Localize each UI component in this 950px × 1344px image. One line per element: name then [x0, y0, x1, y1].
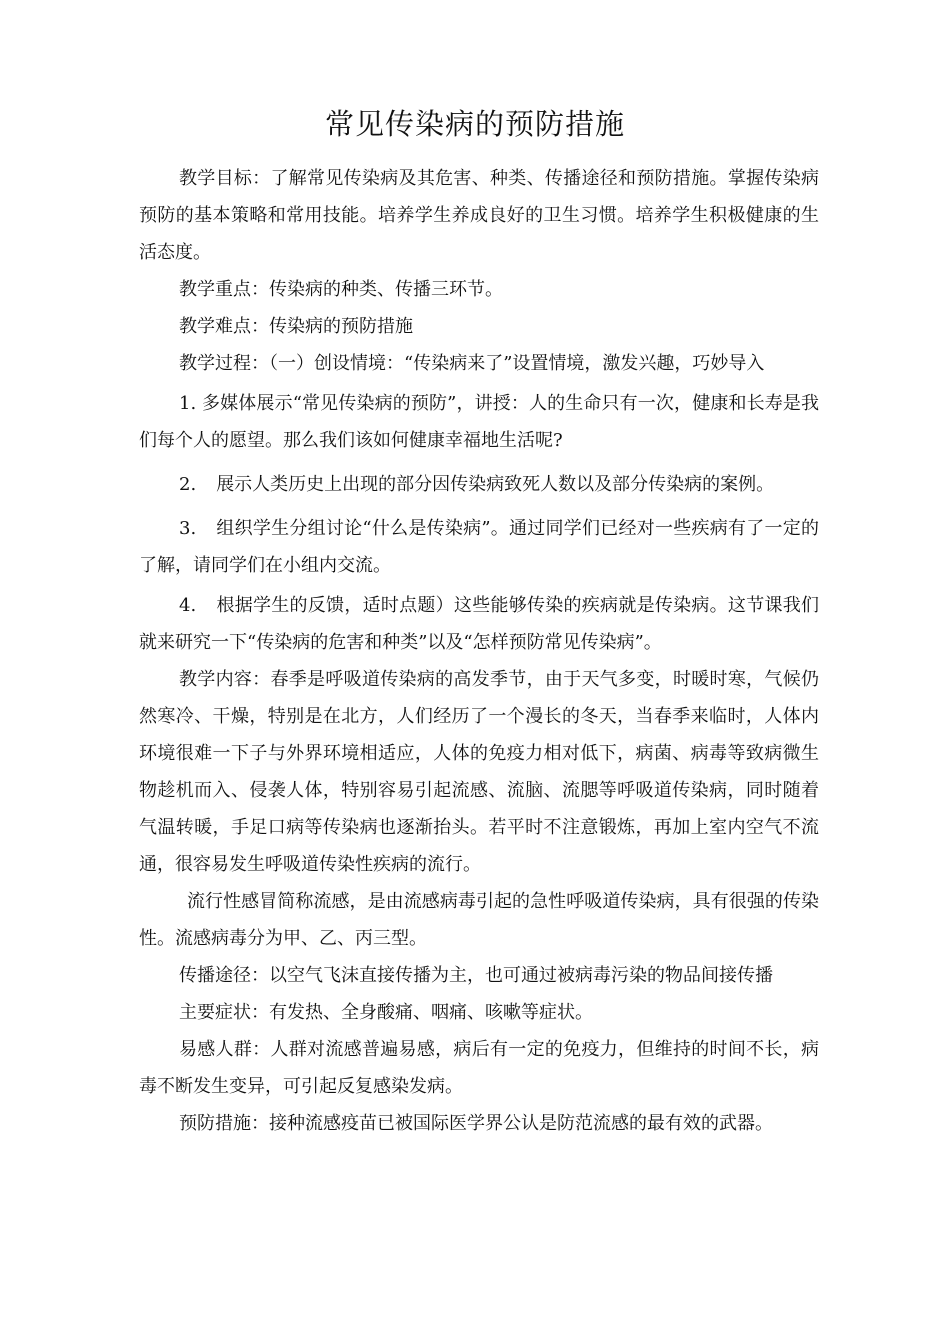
paragraph-transmission: 传播途径：以空气飞沫直接传播为主，也可通过被病毒污染的物品间接传播 [179, 965, 773, 986]
paragraph-step-2 [139, 466, 819, 503]
step-text: 展示人类历史上出现的部分因传染病致死人数以及部分传染病的案例。 [216, 474, 775, 495]
paragraph-teaching-process: 教学过程：（一）创设情境：“传染病来了”设置情境，激发兴趣，巧妙导入 [179, 353, 765, 374]
paragraph-teaching-goals: 教学目标：了解常见传染病及其危害、种类、传播途径和预防措施。掌握传染病预防的基本策略和常用技能。培养学生养成良好的卫生习惯。培养学生积极健康的生活态度。 [139, 168, 819, 263]
paragraph-influenza: 流行性感冒简称流感，是由流感病毒引起的急性呼吸道传染病，具有很强的传染性。流感病毒分为甲、乙、丙三型。 [139, 891, 819, 949]
step-number: 4. [179, 595, 197, 616]
paragraph-teaching-content: 教学内容：春季是呼吸道传染病的高发季节，由于天气多变，时暖时寒，气候仍然寒冷、干燥，特别是在北方，人们经历了一个漫长的冬天，当春季来临时，人体内环境很难一下子与外界环境相适应，人体的免疫力相对低下，病菌、病毒等致病微生物趁机而入、侵袭人体，特别容易引起流感、流脑、流腮等呼吸道传染病，同时随着气温转暖，手足口病等传染病也逐渐抬头。若平时不注意锻炼，再加上室内空气不流通，很容易发生呼吸道传染性疾病的流行。 [139, 669, 819, 875]
document-body [139, 160, 819, 1142]
paragraph-susceptible: 易感人群：人群对流感普遍易感，病后有一定的免疫力，但维持的时间不长，病毒不断发生变异，可引起反复感染发病。 [139, 1039, 819, 1097]
paragraph-prevention: 预防措施：接种流感疫苗已被国际医学界公认是防范流感的最有效的武器。 [179, 1113, 773, 1134]
step-number: 2. [179, 474, 197, 495]
paragraph-step-3 [139, 510, 819, 584]
paragraph-step-1: 1. 多媒体展示“常见传染病的预防”，讲授：人的生命只有一次，健康和长寿是我们每个人的愿望。那么我们该如何健康幸福地生活呢? [139, 393, 819, 451]
step-text: 根据学生的反馈，适时点题）这些能够传染的疾病就是传染病。这节课我们就来研究一下“传染病的危害和种类”以及“怎样预防常见传染病”。 [139, 595, 819, 653]
step-text: 组织学生分组讨论“什么是传染病”。通过同学们已经对一些疾病有了一定的了解，请同学们在小组内交流。 [139, 518, 819, 576]
step-number: 3. [179, 518, 197, 539]
document-title: 常见传染病的预防措施 [324, 107, 625, 141]
paragraph-teaching-focus: 教学重点：传染病的种类、传播三环节。 [179, 279, 503, 300]
paragraph-teaching-difficulty: 教学难点：传染病的预防措施 [179, 316, 413, 337]
paragraph-symptoms: 主要症状：有发热、全身酸痛、咽痛、咳嗽等症状。 [179, 1002, 593, 1023]
paragraph-step-4 [139, 587, 819, 661]
